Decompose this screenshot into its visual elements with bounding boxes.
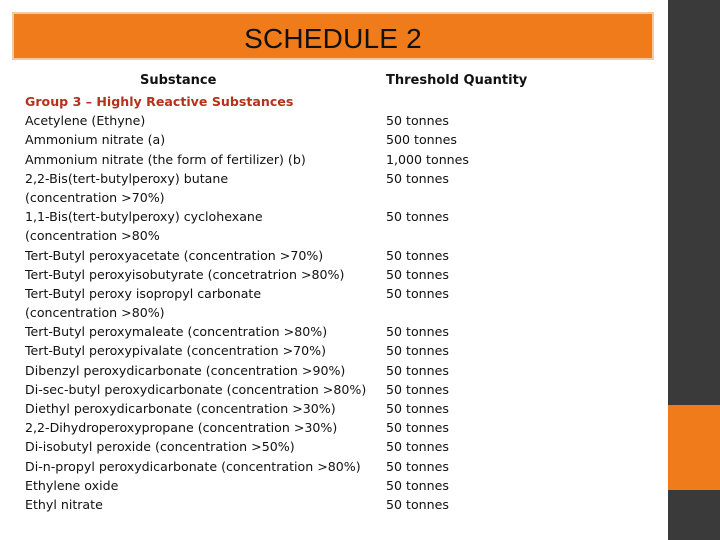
table-row: [25, 322, 645, 341]
column-header-threshold: Threshold Quantity: [386, 73, 528, 88]
substance-name: Di-isobutyl peroxide (concentration >50%): [25, 439, 295, 455]
substance-name: Ethyl nitrate: [25, 496, 103, 512]
slide-title: SCHEDULE 2: [244, 23, 422, 54]
threshold-quantity: 500 tonnes: [386, 132, 457, 148]
threshold-quantity: 50 tonnes: [386, 362, 449, 378]
table-row: [25, 207, 645, 226]
substance-name: Acetylene (Ethyne): [25, 113, 146, 129]
table-row: [25, 457, 645, 476]
substance-name: Di-sec-butyl peroxydicarbonate (concentration >80%): [25, 381, 367, 397]
table-row: [25, 303, 645, 322]
substance-name: Tert-Butyl peroxyacetate (concentration >70%): [25, 247, 324, 263]
group-heading: Group 3 – Highly Reactive Substances: [25, 94, 294, 109]
substance-name: Tert-Butyl peroxy isopropyl carbonate: [25, 285, 262, 301]
table-row: [25, 380, 645, 399]
table-row: [25, 111, 645, 130]
title-bar: [12, 12, 654, 60]
threshold-quantity: 50 tonnes: [386, 496, 449, 512]
substance-name: Tert-Butyl peroxymaleate (concentration >80%): [25, 324, 328, 340]
threshold-quantity: 50 tonnes: [386, 458, 449, 474]
substance-table: [25, 92, 645, 514]
table-row: [25, 341, 645, 360]
substance-name: Diethyl peroxydicarbonate (concentration >30%): [25, 401, 336, 416]
threshold-quantity: 50 tonnes: [386, 324, 449, 340]
threshold-quantity: 50 tonnes: [386, 381, 449, 397]
substance-name: 1,1-Bis(tert-butylperoxy) cyclohexane: [25, 209, 263, 225]
threshold-quantity: 50 tonnes: [386, 439, 449, 455]
substance-name: Tert-Butyl peroxyisobutyrate (concetratrion >80%): [25, 266, 345, 282]
threshold-quantity: 50 tonnes: [386, 266, 449, 282]
threshold-quantity: 50 tonnes: [386, 209, 449, 225]
substance-name: Di-n-propyl peroxydicarbonate (concentration >80%): [25, 458, 361, 474]
table-row: [25, 188, 645, 207]
table-row: [25, 150, 645, 169]
threshold-quantity: 50 tonnes: [386, 170, 449, 186]
threshold-quantity: 50 tonnes: [386, 477, 449, 493]
table-row: [25, 418, 645, 437]
table-row: [25, 226, 645, 245]
table-row: [25, 495, 645, 514]
threshold-quantity: 50 tonnes: [386, 401, 449, 416]
substance-name: (concentration >80%: [25, 228, 160, 244]
column-header-substance: Substance: [140, 73, 217, 88]
group-heading-row: [25, 92, 645, 111]
substance-name: Ethylene oxide: [25, 477, 119, 493]
substance-name: 2,2-Dihydroperoxypropane (concentration >30%): [25, 420, 338, 436]
substance-name: Tert-Butyl peroxypivalate (concentration >70%): [25, 343, 327, 359]
table-row: [25, 246, 645, 265]
table-row: [25, 476, 645, 495]
table-row: [25, 437, 645, 456]
table-row: [25, 130, 645, 149]
substance-name: (concentration >80%): [25, 305, 165, 321]
threshold-quantity: 50 tonnes: [386, 113, 449, 129]
threshold-quantity: 50 tonnes: [386, 247, 449, 263]
substance-name: Ammonium nitrate (the form of fertilizer) (b): [25, 151, 306, 167]
threshold-quantity: 50 tonnes: [386, 420, 449, 436]
threshold-quantity: 1,000 tonnes: [386, 151, 469, 167]
substance-name: Dibenzyl peroxydicarbonate (concentration >90%): [25, 362, 346, 378]
threshold-quantity: 50 tonnes: [386, 343, 449, 359]
substance-name: Ammonium nitrate (a): [25, 132, 166, 148]
table-row: [25, 361, 645, 380]
table-row: [25, 265, 645, 284]
table-row: [25, 399, 645, 418]
substance-name: 2,2-Bis(tert-butylperoxy) butane: [25, 170, 229, 186]
table-row: [25, 169, 645, 188]
table-row: [25, 284, 645, 303]
substance-name: (concentration >70%): [25, 189, 165, 205]
accent-block: [668, 405, 720, 490]
threshold-quantity: 50 tonnes: [386, 285, 449, 301]
